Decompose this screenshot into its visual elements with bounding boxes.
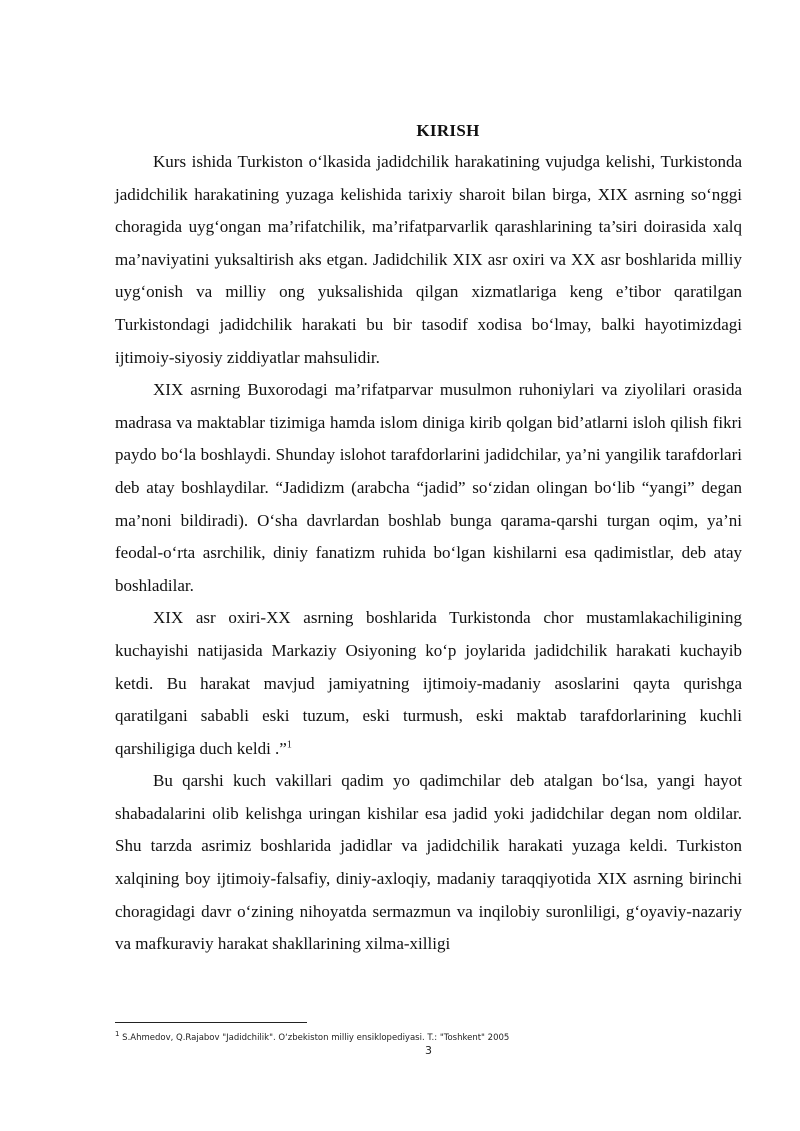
- page-number: 3: [425, 1044, 432, 1057]
- footnote-text: S.Ahmedov, Q.Rajabov "Jadidchilik". O‘zbekiston milliy ensiklopediyasi. T.: "Toshkent" 2005: [122, 1033, 510, 1043]
- footnote-reference[interactable]: 1: [286, 739, 292, 751]
- document-body: [115, 146, 742, 961]
- footnote-divider: [115, 1022, 307, 1023]
- paragraph-2: XIX asrning Buxorodagi ma’rifatparvar musulmon ruhoniylari va ziyolilari orasida madrasa va maktablar tizimiga hamda islom diniga kirib qolgan bid’atlarni isloh qilish fikri paydo bo‘la boshlaydi. Shunday islohot tarafdorlarini jadidchilar, ya’ni yangilik tarafdorlari deb atay boshlaydilar. “Jadidizm (arabcha “jadid” so‘zidan olingan bo‘lib “yangi” degan ma’noni bildiradi). O‘sha davrlardan boshlab bunga qarama-qarshi turgan oqim, ya’ni feodal-o‘rta asrchilik, diniy fanatizm ruhida bo‘lgan kishilarni esa qadimistlar, deb atay boshladilar.: [115, 380, 742, 595]
- page-title: KIRISH: [416, 121, 480, 140]
- footnote: [115, 1030, 742, 1043]
- footnote-number: 1: [115, 1030, 120, 1039]
- paragraph-3-text: XIX asr oxiri-XX asrning boshlarida Turkistonda chor mustamlakachiligining kuchayishi natijasida Markaziy Osiyoning ko‘p joylarida jadidchilik harakati kuchayib ketdi. Bu harakat mavjud jamiyatning ijtimoiy-madaniy asoslarini qayta qurishga qaratilgani sababli eski tuzum, eski turmush, eski maktab tarafdorlarining kuchli qarshiligiga duch keldi .”: [115, 608, 742, 758]
- paragraph-4: Bu qarshi kuch vakillari qadim yo qadimchilar deb atalgan bo‘lsa, yangi hayot shabadalarini olib kelishga uringan kishilar esa jadid yoki jadidchilar degan nom oldilar. Shu tarzda asrimiz boshlarida jadidlar va jadidchilik harakati yuzaga keldi. Turkiston xalqining boy ijtimoiy-falsafiy, diniy-axloqiy, madaniy taraqqiyotida XIX asrning birinchi choragidagi davr o‘zining nihoyatda sermazmun va inqilobiy suronliligi, g‘oyaviy-nazariy va mafkuraviy harakat shakllarining xilma-xilligi: [115, 771, 742, 954]
- paragraph-1: Kurs ishida Turkiston o‘lkasida jadidchilik harakatining vujudga kelishi, Turkistonda jadidchilik harakatining yuzaga kelishida tarixiy sharoit bilan birga, XIX asrning so‘nggi choragida uyg‘ongan ma’rifatchilik, ma’rifatparvarlik qarashlarining ta’siri doirasida xalq ma’naviyatini yuksaltirish aks etgan. Jadidchilik XIX asr oxiri va XX asr boshlarida milliy uyg‘onish va milliy ong yuksalishida qilgan xizmatlariga keng e’tibor qaratilgan Turkistondagi jadidchilik harakati bu bir tasodif xodisa bo‘lmay, balki hayotimizdagi ijtimoiy-siyosiy ziddiyatlar mahsulidir.: [115, 152, 742, 367]
- paragraph-3: [115, 602, 742, 765]
